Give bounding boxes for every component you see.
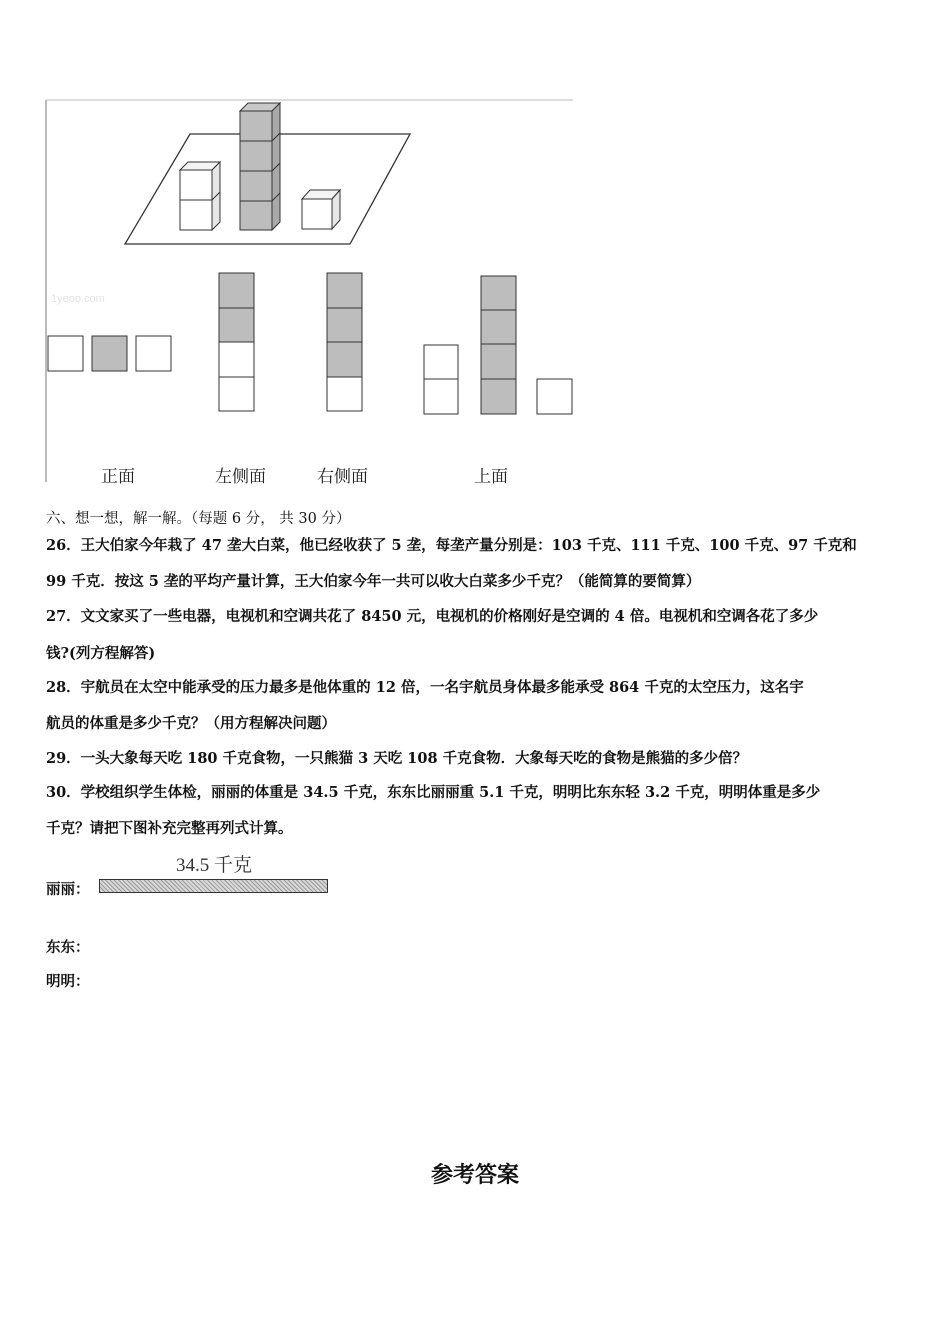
row-label-mingming: 明明： <box>46 973 90 990</box>
question-27-line1: 27．文文家买了一些电器，电视机和空调共花了 8450 元，电视机的价格刚好是空调的 4 倍。电视机和空调各花了多少 <box>46 608 819 625</box>
row-label-dongdong: 东东： <box>46 939 90 956</box>
right-single-cube <box>302 190 340 229</box>
question-26-line1: 26．王大伯家今年栽了 47 垄大白菜，他已经收获了 5 垄，每垄产量分别是：103 千克、111 千克、100 千克、97 千克和 <box>46 537 857 554</box>
cube-views-figure <box>45 98 575 484</box>
view-label-top: 上面 <box>474 467 508 487</box>
question-29: 29．一头大象每天吃 180 千克食物，一只熊猫 3 天吃 108 千克食物．大象每天吃的食物是熊猫的多少倍？ <box>46 750 748 767</box>
top-view <box>424 276 572 414</box>
left-side-view <box>219 273 254 411</box>
question-30-line1: 30．学校组织学生体检，丽丽的体重是 34.5 千克，东东比丽丽重 5.1 千克，明明比东东轻 3.2 千克，明明体重是多少 <box>46 784 821 801</box>
middle-stack-cubes <box>240 103 280 230</box>
view-label-right: 右侧面 <box>317 467 368 487</box>
question-28-line1: 28．宇航员在太空中能承受的压力最多是他体重的 12 倍，一名宇航员身体最多能承受 864 千克的太空压力，这名宇 <box>46 679 804 696</box>
row-label-lili: 丽丽： <box>46 881 90 898</box>
bar-value-label: 34.5 千克 <box>176 855 253 876</box>
question-30-line2: 千克？请把下图补充完整再列式计算。 <box>46 820 293 837</box>
question-26-line2: 99 千克．按这 5 垄的平均产量计算，王大伯家今年一共可以收大白菜多少千克？（能简算的要简算） <box>46 573 701 590</box>
view-label-left: 左侧面 <box>215 467 266 487</box>
cube-views-svg <box>45 98 575 484</box>
right-side-view <box>327 273 362 411</box>
section-title: 六、想一想，解一解。（每题 6 分， 共 30 分） <box>46 511 351 527</box>
front-view <box>48 336 171 371</box>
left-stack-cubes <box>180 162 220 230</box>
answer-heading: 参考答案 <box>430 1162 519 1188</box>
question-27-line2: 钱?(列方程解答) <box>46 645 156 662</box>
view-label-front: 正面 <box>101 467 135 487</box>
lili-weight-bar <box>99 879 328 893</box>
question-28-line2: 航员的体重是多少千克？（用方程解决问题） <box>46 715 336 732</box>
watermark: 1yeoo.com <box>51 293 105 305</box>
